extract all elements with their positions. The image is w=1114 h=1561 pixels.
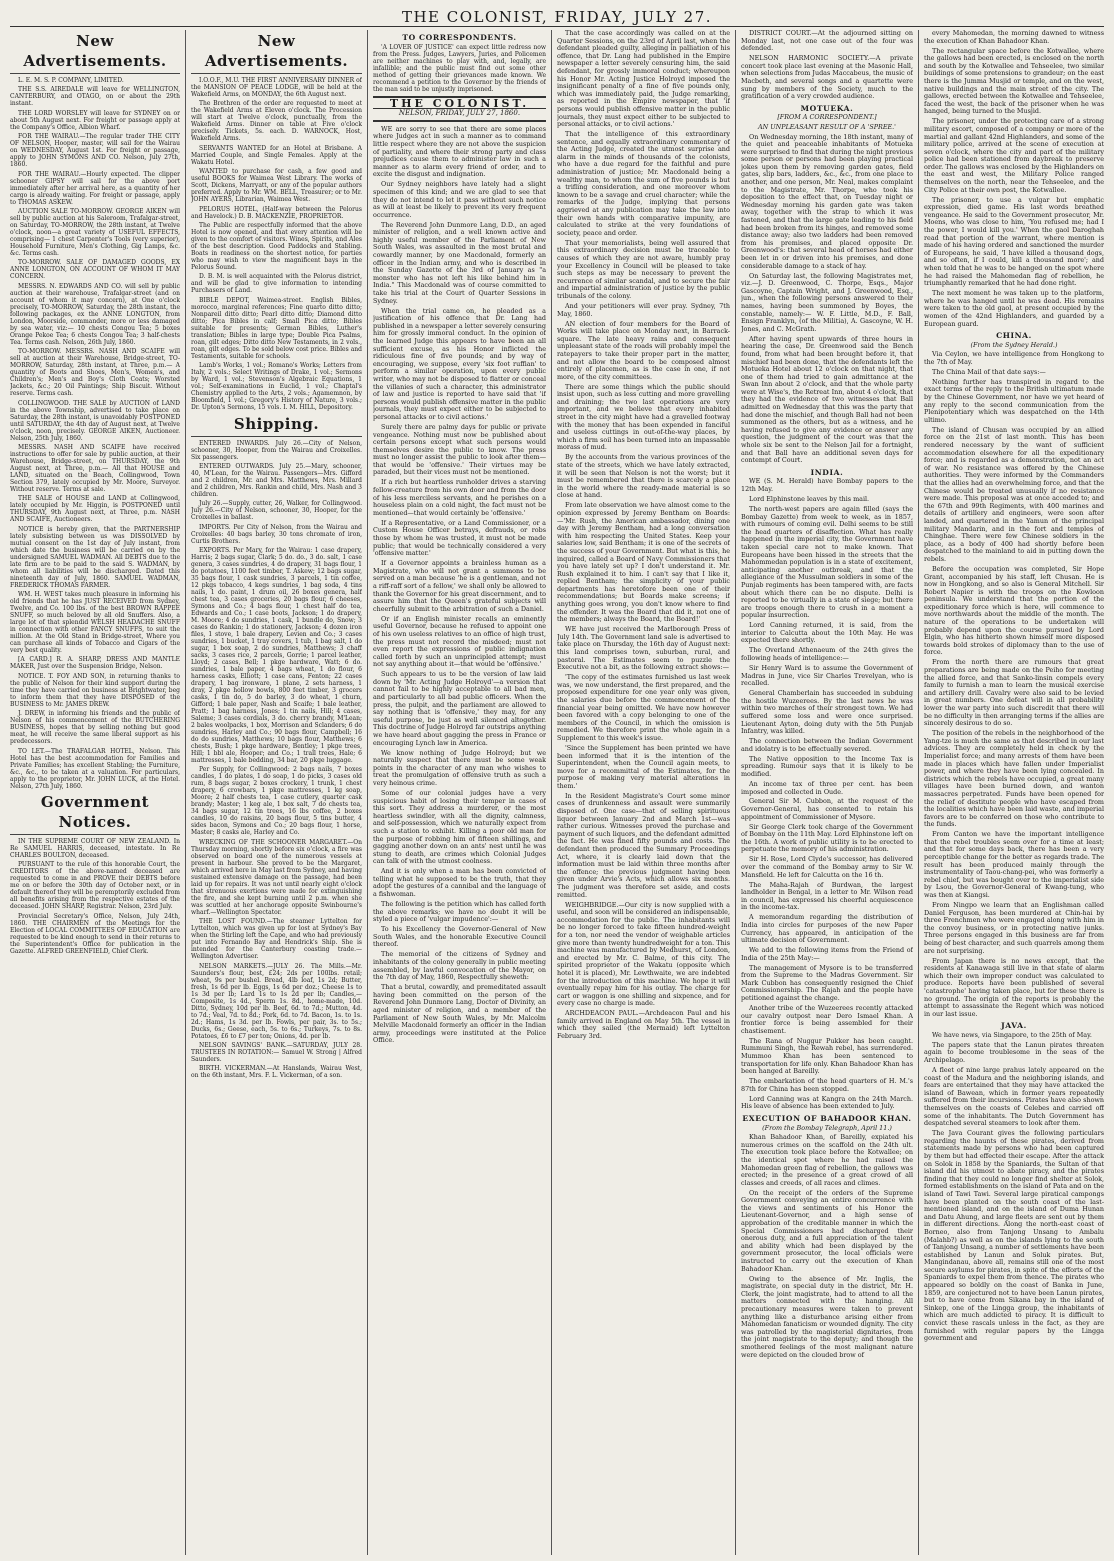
article-paragraph: 'Since the Supplement has been printed we have been informed that it is the intention of the Superintendent, when the Council again meets, to move for a recommittal of the Estimates, for the purpose of making very material alterations in them.' — [557, 743, 730, 790]
article-paragraph: The next moment he was taken up to the platform, where he was hanged until he was dead. His remains were taken to the old gaol, at present occupied by the women of the 42nd Highlanders, and guarded by a European guard. — [924, 289, 1104, 328]
article-paragraph: An income tax of three per cent. has been imposed and collected in Oude. — [741, 779, 913, 796]
article-paragraph: Sir Henry Ward is to assume the Government of Madras in June, vice Sir Charles Trevelyan, who is recalled. — [741, 664, 913, 688]
shipping-entry: July 26.—Supply, cutter, 26, Walker, for Collingwood. July 26.—City of Nelson, schooner, 30, Hooper, for the Croixelles in ballast. — [191, 500, 362, 522]
correspondents-note: 'A LOVER OF JUSTICE' can expect little redress now from the Press. Judges, Lawyers, Juries, and Policemen are neither machines to play with, and, legally, are infallible; and the public must find out some other method of getting their grievances made known. We recommend a petition to the Governor by the friends of the man said to be unjustly imprisoned. — [373, 43, 546, 93]
article-paragraph: Khan Bahadoor Khan, of Bareilly, expiated his numerous crimes on the scaffold on the 24th ult. The execution took place before the Kotwallee; on the identical spot where he had raised the Mahomedan green flag of rebellion, the gallows was erected; in the presence of a great crowd of all classes and creeds, of all races and climes. — [741, 1133, 913, 1187]
article-paragraph: Owing to the absence of Mr. Inglis, the magistrate, on special duty in the district, Mr. H. Clerk, the joint magistrate, had to attend to all the matters connected with the hanging. All precautionary measures were taken to prevent anything like a disturbance arising either from Mahomedan fanaticism or wounded dignity. The city was patrolled by the magisterial dignitaries, from the joint magistrate to the deputy; and though the smothered feelings of the most malignant nature were depicted on the clouded brow of — [741, 1274, 913, 1359]
article-paragraph: The management of Mysore is to be transferred from the Supreme to the Madras Government. Sir Mark Cubbon has consequently resigned the Chief Commissionership. The Rajah and the people have petitioned against the change. — [741, 963, 913, 1003]
editorial-paragraph: When the trial came on, he pleaded as a justification of his offence that Dr. Lang had published in a newspaper a letter severely censuring him for grossly immoral conduct. In the opinion of the learned Judge this appears to have been an all sufficient excuse, as his Honor inflicted the ridiculous fine of five pounds; and by way of encouraging, we suppose, every 'six foot ruffian' to perform a similar operation, upon every public writer, who may not be disposed to flatter or conceal the villanies of such a character, this administrator of law and justice is reported to have said that 'if persons would publish offensive matter in the public journals, they must expect either to be subjected to personal attacks or to civil actions.' — [373, 306, 546, 421]
shipping-entry: Per Supply, for Collingwood: 2 bags nails, 7 boxes candles, 1 do plates, 1 do soap, 1 do picks, 3 cases old rum, 8 bags sugar, 2 boxes crockery, 1 trunk, 1 chest drapery, 6 crowbars, 1 pkge mattresses, 1 kg soap, Moore; 2 half chests tea, 1 case cutlery, quarter cask brandy; Master; 1 keg ale, 1 box salt, 7 do chests tea, 34 bags sugar, 12 tin trees, 16 lbs coffee, 2 boxes candles, 10 do raisins, 20 bags flour, 5 tins butter, 4 sides bacon, Symons and Co.; 20 bags flour, 1 horse, Master; 8 casks ale, Harley and Co. — [191, 766, 362, 837]
article-paragraph: The Native opposition to the Income Tax is spreading. Rumour says that it is likely to be modified. — [741, 754, 913, 778]
notice: Provincial Secretary's Office, Nelson, July 24th, 1860. THE CHAIRMEN of the Meetings for the Election of LOCAL COMMITTEES OF EDUCATION are requested to be kind enough to send in their returns to the Superintendent's Office for publication in the Gazette. ALFRED GREENFIELD, Chief Clerk. — [10, 912, 180, 955]
article-heading: MOTUEKA. — [800, 103, 854, 113]
editorial-paragraph: The memorial of the citizens of Sydney and inhabitants of the colony generally in public meeting assembled, by lawful convocation of the Mayor, on the 7th day of May, 1860, Respectfully sheweth: — [373, 950, 546, 982]
article-subheading: AN UNPLEASANT RESULT OF A 'SPREE.' — [758, 122, 896, 131]
article-paragraph: A memorandum regarding the distribution of India into circles for purposes of the new Paper Currency, has appeared, in anticipation of the ultimate decision of Government. — [741, 913, 913, 945]
article-paragraph: The China Mail of that date says:— — [932, 367, 1046, 376]
editorial-paragraph: To his Excellency the Governor-General of New South Wales, and the honorable Executive Council thereof. — [373, 925, 546, 949]
advertisement: FOR THE WAIRAU.—Hourly expected. The clipper schooner GIPSY will sail for the above port immediately after her arrival here, as a quantity of her cargo is already waiting. For freight or passage, apply to THOMAS ASKEW. — [10, 170, 180, 206]
editorial-paragraph: The Reverend John Dunmore Lang, D.D., an aged minister of religion, and a well known active and highly useful member of the Parliament of New South Wales, was assaulted in the most brutal and cowardly manner, by one Macdonald, formerly an officer in the Indian army, and who is described in the Sunday Gazette of the 3rd of January as "a monster who has not left his like behind him in India." This Macdonald was of course committed to take his trial at the Court of Quarter Sessions in Sydney. — [373, 220, 546, 305]
column-4 — [557, 30, 730, 1555]
column-rule — [367, 30, 368, 1555]
editorial-paragraph: If a Governor appoints a brainless human as a Magistrate, who will not grant a summons to be served on a man because 'he is a gentleman, and not a riff-raff sort of a fellow,' we shall only be allowed to thank the Governor for his great discernment, and to assure him that the Queen's grateful subjects will cheerfully submit to the arbitration of such a Daniel. — [373, 559, 546, 613]
article-paragraph: From the north there are rumours that great preparations are being made on the Peiho for meeting the allied force, and that Sanko-linsin compels every family to furnish a man to learn the musical exercise and artillery drill. Cavalry were also said to be levied in great numbers. One defeat will in all probability lower the war party into such discredit that there will be no difficulty in then arranging terms if the allies are sincerely desirous to do so. — [924, 658, 1104, 728]
article-paragraph: Sir George Clerk took charge of the Government of Bombay on the 11th May. Lord Elphinstone left on the 16th. A work of public utility is to be erected to perpetuate the memory of his administration. — [741, 822, 913, 854]
section-heading: Shipping. — [191, 414, 362, 437]
advertisement: I.O.O.F., M.U. THE FIRST ANNIVERSARY DINNER of the MANSION OF PEACE LODGE, will be held at the Wakefield Arms, on MONDAY, the 6th August next. — [191, 77, 362, 98]
article-paragraph: On the receipt of the orders of the Supreme Government conveying an entire concurrence with the views and sentiments of his Honor the Lieutenant-Governor, and a high sense of approbation of the creditable manner in which the Special Commissioners had discharged their onerous duty, and a full appreciation of the talent and ability which had been displayed by the government prosecutor, the local officials were instructed to carry out the execution of Khan Bahadoor Khan. — [741, 1188, 913, 1273]
editorial-paragraph: That a brutal, cowardly, and premeditated assault having been committed on the person of the Reverend John Dunmore Lang, Doctor of Divinity, an aged minister of religion, and a member of the Parliament of New South Wales, by Mr. Malcolm Melville Macdonald formerly an officer in the Indian army, proceedings were instituted at the Police Office. — [373, 983, 546, 1045]
advertisement: SERVANTS WANTED for an Hotel at Brisbane. A Married Couple, and Single Females. Apply at the Wakatu Hotel. — [191, 144, 362, 166]
article-paragraph: The connection between the Indian Government and idolatry is to be effectually severed. — [741, 737, 913, 753]
correspondents-heading: TO CORRESPONDENTS. — [402, 33, 517, 42]
article-paragraph: General Sir M. Cubbon, at the request of the Governor-General, has consented to retain his appointment of Commissioner of Mysore. — [741, 797, 913, 821]
article-paragraph: The Maha-Rajah of Burdwan, the largest landholder in Bengal, in a letter to Mr. Wilson read in council, has expressed his cheerful acquiescence in the income-tax. — [741, 880, 913, 912]
article-paragraph: Lord Canning was at Kangra on the 24th March. His leave of absence has been extended to July. — [741, 1094, 913, 1111]
notice: IN THE SUPREME COURT OF NEW ZEALAND. In Re SAMUEL HARRIS, deceased, intestate. In Re CHARLES BOULTON, deceased. — [10, 838, 180, 860]
advertisement: D. B. M. is well acquainted with the Pelorus district, and will be glad to give information to intending Purchasers of Land. — [191, 273, 362, 295]
editorial-paragraph: The following is the petition which has called forth the above remarks; we have no doubt it will be styled a piece of 'vulgar impudence':— — [373, 900, 546, 924]
editorial-paragraph: Our Sydney neighbors have lately had a slight specimen of this kind; and we are glad to see that they do not intend to let it pass without such notice as will at least be likely to prevent its very frequent occurrence. — [373, 180, 546, 219]
article-paragraph: DISTRICT COURT.—At the adjourned sitting on Monday last, not one case out of the four was defended. — [741, 30, 913, 53]
article-paragraph: The embarkation of the head quarters of H. M.'s 87th for China has been stopped. — [741, 1077, 913, 1093]
article-paragraph: From Japan there is no news except, that the residents at Kanawaga still live in that state of alarm which their own improper conduct was calculated to produce. Reports have been published of several 'catastrophe' having taken place, but for these there is no ground. The origin of the reports is probably the attempt to assassinate the Regent which was noticed in our last issue. — [924, 956, 1104, 1018]
article-subheading: [FROM A CORRESPONDENT.] — [777, 113, 877, 122]
article-paragraph: Sir H. Rose, Lord Clyde's successor, has delivered over the command of the Bombay army to Sir W. Mansfield. He left for Calcutta on the 16 th. — [741, 855, 913, 879]
article-paragraph: The prisoner, under the protecting care of a strong military escort, composed of a company or more of the martial and gallant 42nd Highlanders, and some of the military police, arrived at the scene of execution at seven o'clock, where the city and part of the military police had been stationed from daybreak to preserve order. The gallows was enclosed by the Highlanders on the east and west, the Military Police ranged themselves on the north, near the Tehseelee, and the City Police at their own post, the Kotwallee. — [924, 117, 1104, 194]
advertisement: NOTICE. T. FOY AND SON, in returning thanks to the public of Nelson for their kind support during the time they have carried on business at Brightwater, beg to inform them that they have DISPOSED of the BUSINESS to Mr. JAMES DREW. — [10, 672, 180, 708]
article-paragraph: The north-west papers are again filled (says the Bombay Gazette) from week to week, as in 1857, with rumours of coming evil. Delhi seems to be still the head quarters of disaffection. What has really happened in the imperial city, the Government have taken special care not to make known. That Europeans have been hissed in the streets that the Mahommedan population is in a state of excitement, anticipating another outbreak, and that the allegiance of the Mussulman soldiers in some of the Punjab regiments has been tampered with, are facts about which there can be no dispute. Delhi is reported to be virtually in a state of siege; but there are troops enough there to crush in a moment a popular insurrection. — [741, 504, 913, 620]
editorial-paragraph: Some of our colonial judges have a very suspicious habit of losing their temper in cases of this sort. They address a murderer, or the most heartless swindler, with all the dignity, calmness, and self-possession, which we naturally expect from such a station to exhibit. Killing a poor old man for the purpose of robbing him of fifteen shillings, and gagging another down on an ants' nest until he was stung to death, are crimes which Colonial Judges can talk of with the utmost coolness. — [373, 788, 546, 866]
editorial-paragraph: If a Representative, or a Land Commissioner, or a Custom House Officer betrays, defrauds, or robs those by whom he was trusted, it must not be made public; that would be technically considered a very 'offensive matter.' — [373, 518, 546, 558]
editorial-paragraph: Or if an English minister recalls an eminently useful Governor, because he refused to appoint one of his own useless relatives to an office of high trust, the press must not record the misdeed; must not even report the expressions of public indignation called forth by such an unprincipled attempt; must not say anything about it—that would be 'offensive.' — [373, 614, 546, 669]
advertisement: [A CARD.] R. A. SHARP, DRESS AND MANTLE MAKER, Just over the Suspension Bridge, Nelson. — [10, 656, 180, 671]
article-paragraph: We add to the following items from the Friend of India of the 25th May:— — [741, 946, 913, 962]
article-paragraph: Another tribe of the Wuzeerees recently attacked our cavalry outpost near Dero Ismael Khan. A frontier force is being assembled for their chastisement. — [741, 1004, 913, 1035]
advertisement: NOTICE is hereby given, that the PARTNERSHIP lately subsisting between us was DISSOLVED by mutual consent on the 1st day of July instant, from which date the business will be carried on by the undersigned SAMUEL WADMAN. All DEBTS due to the late firm are to be paid to the said S. WADMAN, by whom all liabilities will be discharged. Dated this nineteenth day of July, 1860. SAMUEL WADMAN, FREDERICK THOMAS FARMER. — [10, 525, 180, 589]
advertisement: The Brethren of the order are requested to meet at the Wakefield Arms at Eleven o'clock. The Procession will start at Twelve o'clock, punctually, from the Wakefield Arms. Dinner on table at Five o'clock precisely. Tickets, 5s. each. D. WARNOCK, Host, Wakefield Arms. — [191, 100, 362, 143]
article-paragraph: And your petitioners will ever pray. Sydney, 7th May, 1860. — [557, 301, 730, 318]
birth-notice: BIRTH. VICKERMAN.—At Hanslands, Wairau West, on the 6th instant, Mrs. F. L. Vickerman, of a son. — [191, 1065, 362, 1080]
advertisement: The Public are respectfully informed that the above Hotel is now opened, and that every attention will be given to the comfort of visitors. Wines, Spirits, and Ales of the best description. Good Paddocks and Stabling. Boats in readiness on the shortest notice, for parties who may wish to view the magnificent bays in the Pelorus Sound. — [191, 221, 362, 271]
article-paragraph: NELSON HARMONIC SOCIETY.—A private concert took place last evening at the Masonic Hall, when selections from Judas Maccabeus, the music of Macbeth, and several songs and a quartette were sung by members of the Society, much to the gratification of a very crowded audience. — [741, 54, 913, 101]
editorial-masthead: THE COLONIST. — [373, 96, 546, 110]
shipping-entry: IMPORTS. Per City of Nelson, from the Wairau and Croixelles: 40 bags barley, 30 tons chromate of iron, Curtis Brothers. — [191, 523, 362, 545]
column-6 — [924, 30, 1104, 1555]
article-paragraph: We have news, via Singapore, to the 25th of May. — [932, 1030, 1092, 1039]
advertisement-list — [10, 77, 180, 790]
article-heading: EXECUTION OF BAHADOOR KHAN. — [742, 1113, 912, 1123]
article-paragraph: After having spent upwards of three hours in hearing the case, Dr. Greenwood said the Bench found, from what had been brought before it, that mischief had been done, that the defendants left the Motueka Hotel about 12 o'clock on that night, that one of them had tried to gain admittance at the Swan Inn about 2 o'clock, and that the whole party were at Wise's, the Retreat Inn, about 4 o'clock, that they had the evidence of two witnesses that Ball admitted on Wednesday that this was the party that had done the mischief, and though Ball had not been summoned as the others, but as a witness, and he having refused to give any evidence or answer any question, the judgment of the court was that the whole six be sent to the Nelson Jail for a fortnight, and that Ball have an additional seven days for contempt of Court. — [741, 334, 913, 465]
shipping-entry: EXPORTS. Per Mary, for the Wairau: 1 case drapery, Harris; 2 bags sugar, Clark; 5 do. do., 3 do. salt, 1 case genera, 3 cases sundries, 4 do drapery, 31 bags flour, 1 do potatoes, 1100 feet timber, T. Askew; 12 bags sugar, 35 bags flour, 1 cask sundries, 3 parcels, 1 tin coffee, 12 pkgs tobacco, 4 kegs sundries, 1 bag soda, 4 tins nails, 1 do. paint, 1 drum oil, 26 boxes genera, half chest tea, 3 cases groceries, 20 bags flour, 6 cheeses, Symons and Co.; 4 bags flour, 1 chest half do tea, Edwards and Co.; 1 case boots, Jackson; 1 do drapery, M. Moore; 4 do sundries, 1 cask, 1 bundle do, Snow; 3 cases do Rankin; 1 do stationery, Jackson; 4 dozen iron files, 1 stove, 1 bale drapery, Levien and Co.; 3 cases sundries, 1 bucket, 1 tray covers, 1 tub, 1 bag salt, 1 do sugar, 1 box soap, 2 do sundries, Matthews; 3 chaff sacks, 3 cases rice, 2 parcels, Gorrie; 1 parcel leather, Lloyd; 2 cases, Bell; 1 pkge hardware, Watt; 6 do. sundries, 1 bale paper, 4 bags wheat, 1 do flour, 6 harness casks, Elliott; 1 case cans, Fenton; 22 cases drapery, 1 bag ironware, 1 plane, 2 sets harness, 1 dray, 2 pkge hollow bowls, 800 feet timber, 3 grocers casks, 1 tin do, 5 do barley, 3 do wheat, 1 churn, Gifford; 1 bale paper, Nash and Scaife; 1 bale leather, Pratt; 1 bag harness, Jones; 1 tin nails, Hill; 4 cases, Saleme; 3 cases cordials, 3 do. cherry brandy, M'Lean; 2 bales woolpacks, 1 box, Morrison and Sclanders; 6 do sundries, Harley and Co.; 90 bags flour, Campbell; 16 do do sundries, Matthews; 10 bags flour, Matthews; 6 chests, Bush; 1 pkge hardware, Bentley; 1 pkge trees, Hill; 1 bbl ale, Hooper; and Co.; 1 trall trees, Hale; 6 mattresses, 1 bale bedding, 34 bar, 20 pkge luggage. — [191, 547, 362, 765]
advertisement: FOR THE WAIRAU.—The regular trader THE CITY OF NELSON, Hooper, master, will sail for the Wairau on WEDNESDAY, August 1st. For freight or passage, apply to JOHN SYMONS AND CO. Nelson, July 27th, 1860. — [10, 133, 180, 169]
article-paragraph: WE (S. M. Herald) have Bombay papers to the 12th May. — [741, 477, 913, 494]
article-heading: JAVA. — [1001, 1021, 1027, 1031]
editorial-paragraph: And it is only when a man has been convicted of telling what he supposed to be the truth, that they adopt the gestures of a cannibal and the language of a fishwoman. — [373, 867, 546, 899]
editorial-paragraph: Surely there are palmy days for public or private vengeance. Nothing must now be published about certain persons except what such persons would themselves desire the public to know. The press must no longer assist the public to look after them—that would be 'offensive.' Their virtues may be paraded, but their vices must not be mentioned. — [373, 422, 546, 477]
advertisement: TO-MORROW. SALE OF DAMAGED GOODS, EX ANNE LONGTON, ON ACCOUNT OF WHOM IT MAY CONCERN. — [10, 259, 180, 281]
advertisement: THE LORD WORSLEY will leave for SYDNEY on or about 5th August next. For freight or passage apply at the Company's Office, Albion Wharf. — [10, 109, 180, 131]
column-3 — [373, 30, 546, 1555]
editorial-dateline: NELSON, FRIDAY, JULY 27, 1860. — [373, 109, 546, 122]
shipping-entry: ENTERED INWARDS. July 26.—City of Nelson, schooner, 30, Hooper, from the Wairau and Croixelles. Six passengers. — [191, 439, 362, 461]
article-paragraph: From Canton we have the important intelligence that the rebel troubles seem over for a time at least; and that for some days back, there has been a very perceptible change for the better as regards trade. The result has been produced mainly through the instrumentality of Taou-chang-pei, who was formerly a rebel chief, but was bought over to the imperialist side by Lsou, the Governor-General of Kwang-tung, who was then at Kiangsi. — [924, 830, 1104, 900]
article-subheading: (From the Sydney Herald.) — [970, 340, 1058, 349]
article-paragraph: A fleet of nine large prahus lately appeared on the coast of the Madura and the neighboring islands, and fears are entertained that they may have attacked the island of Bawean, which in former years repeatedly suffered from their incursions. Pirates have also shown themselves on the coasts of Celebes and carried off some of the inhabitants. The Dutch Government has despatched several steamers to look after them. — [924, 1066, 1104, 1128]
article-paragraph: From Ningpo we learn that an Englishman called Daniel Ferguson, has been murdered at Chin-hai by three Frenchmen who were engaged along with him in the convoy business, or in protecting native junks. Three persons engaged in this business are far from being of best character, and such quarrels among them are not surprising. — [924, 901, 1104, 955]
column-5 — [741, 30, 913, 1555]
news-item: THE LOST FOUND.—The steamer Lyttelton for Lyttelton, which was given up for lost at Sydney's Bay when the Stirling left the Cape, and who had previously put into Fernando Bay and Hendrick's Ship. She is intended for the Canterbury coasting trade.—Wellington Advertiser. — [191, 918, 362, 961]
header-rule — [10, 26, 1104, 27]
editorial-paragraph: We know nothing of Judge Holroyd; but we naturally suspect that there must be some weak points in the character of any man who wishes to treat the promulgation of offensive truth as such a very heinous crime. — [373, 748, 546, 787]
article-paragraph: That the case accordingly was called on at the Quarter Sessions, on the 23rd of April last, when the defendant pleaded guilty, alleging in palliation of his offence, that Dr. Lang had published in the Empire newspaper a letter severely censuring him, the said defendant, for grossly immoral conduct; whereupon his Honor Mr. Acting Justice Holroyd imposed the insignificant penalty of a fine of five pounds only, which was immediately paid, the Judge remarking, as reported in the Empire newspaper, that 'if persons would publish offensive matter in the public journals, they must expect either to be subjected to personal attacks, or to civil actions.' — [557, 30, 730, 129]
article-paragraph: General Chamberlain has succeeded in subduing the hostile Wuzeerees. By the last news he was within two marches of their strongest town. We had suffered some loss and were once surprised. Lieutenant Ayton, doing duty with the 5th Punjab Infantry, was killed. — [741, 689, 913, 736]
article-paragraph: On Saturday last, the following Magistrates met, viz.—J. D. Greenwood, C. Thorpe, Esqs., Major Gascoyne, Captain Wright, and J. Greenwood, Esq., jun., when the following persons answered to their names, having been summoned by Boyes, the constable, namely:— W. F. Little, M.D., F. Ball, Ensign Franklyn, (of the Militia), A. Gascoyne, W. H. Jones, and C. McGrath. — [741, 271, 913, 333]
article-paragraph: In the Resident Magistrate's Court some minor cases of drunkenness and assault were summarily disposed of. One case—that of selling spirituous liquor between January 2nd and March 1st—was rather curious. Witnesses proved the purchase and payment of such liquors, and the defendant admitted the fact. He was fined fifty pounds and costs. The defendant then produced the Summary Proceedings Act, where, it is clearly laid down that the information must be laid within three months after the offence; the previous judgment having been given under Arvie's Acts, which allows six months. The judgment was therefore set aside, and costs remitted. — [557, 791, 730, 899]
article-paragraph: Before the occupation was completed, Sir Hope Grant, accompanied by his staff, left Chusan. He is now in Hongkong, and so also is General Mitchell. Sir Robert Napier is with the troops on the Kowloon peninsula. We understand that the portion of the expeditionary force which is here, will commence to move northwards about the middle of the month. The nature of the operations to be undertaken will probably depend upon the course pursued by Lord Elgin, who has hitherto shown himself more disposed towards bold strokes of diplomacy than to the use of force. — [924, 564, 1104, 657]
column-rule — [918, 30, 919, 1555]
article-paragraph: The position of the rebels in the neighborhood of the Yang-tze is much the same as that described in our last advices. They are completely held in check by the Imperialist force; and many arrests of them have been made in places which have fallen under Imperialist power, and where they have been lying concealed. In districts which the rebels have occupied, a great many villages have been burned down, and wanton massacres perpetrated. Funds have been opened for the relief of destitute people who have escaped from the localities which have been laid waste, and imperial favors are to be conferred on those who contribute to the funds. — [924, 729, 1104, 829]
shipping-entry: ENTERED OUTWARDS. July 25.—Mary, schooner, 40, M'Lean, for the Wairau. Passengers—Mrs. Gifford and 2 children, Mr. and Mrs. Matthews, Mrs. Millard and 2 children, Mrs. Rankin and child, Mrs. Nash and 3 children. — [191, 462, 362, 498]
advertisement: MESSRS. NASH AND SCAIFE have received instructions to offer for sale by public auction, at their Warehouse, Bridge-street, on THURSDAY, the 9th August next, at Three, p.m.— All that HOUSE and LAND, situated on the Beach, Collingwood, Town Section 379, lately occupied by Mr. Moore, Surveyor. Without reserve. Terms at sale. — [10, 443, 180, 493]
article-heading: CHINA. — [996, 331, 1032, 341]
article-heading: INDIA. — [810, 467, 844, 477]
column-1 — [10, 30, 180, 1555]
article-paragraph: That the intelligence of this extraordinary sentence, and equally extraordinary commentary of the Acting Judge, created the utmost surprise and alarm in the minds of thousands of the colonists, who have a due regard for the faithful and pure administration of justice; Mr. Macdonald being a wealthy man, to whom the sum of five pounds is but a trifling consideration, and one moreover whom known to be a savage and cruel character; while the remarks of the Judge, implying that persons aggrieved at any publication may take the law into their own hands with comparative impunity, are calculated to strike at the very foundations of society, peace and order. — [557, 130, 730, 237]
advertisement: BIBLE DEPOT, Waimea-street. English Bibles, morocco, marginal references; Fine quarto ditto ditto; Nonpareil ditto ditto; Pearl ditto ditto; Diamond ditto ditto; Pica Bibles in calf; Small Pica ditto; Bibles suitable for presents; German Bibles, Luther's translation; Bibles in large type; Double Pica Psalms, roan, gilt edges; Ditto ditto New Testaments, in 2 vols., roan, gilt edges. To be sold below cost price. Bibles and Testaments, suitable for schools. — [191, 296, 362, 360]
article-paragraph: By the accounts from the various provinces of the state of the streets, which we have lately extracted, it will be seen that Nelson is not the worst; but it must be remembered that there is scarcely a place in the world where the ready-made material is so close at hand. — [557, 453, 730, 500]
editorial-paragraph: WE are sorry to see that there are some places where Judges act in such a manner as to command little respect where they are not above the suspicion of partiality, and where their strong party and class prejudices cause them to administer law in such a manner as to alarm every friend of order, and to excite the disgust and indignation. — [373, 124, 546, 179]
article-paragraph: There are some things which the public should insist upon, such as less cutting and more gravelling and draining; the two last operations are very important, and we believe that every inhabited street in the city might have had a gravelled footway with the money that has been expended in fanciful and useless cuttings in out-of-the-way places, by which a firm soil has been turned into an impassable morass of mud. — [557, 382, 730, 452]
section-heading: New Advertisements. — [10, 31, 180, 74]
article-paragraph: AN election of four members for the Board of Works will take place on Monday next, in Barrack-square. The late heavy rains and consequent unpleasant state of the roads will probably impel the ratepayers to take their proper part in the matter, and not allow the board to be composed almost entirely of placemen, as is the case in one, if not more, of the city committees. — [557, 319, 730, 381]
article-paragraph: On Wednesday morning, the 18th instant, many of the quiet and peaceable inhabitants of Motueka were surprised to find that during the night previous some person or persons had been playing practical jokes upon them by removing garden gates, field gates, slip bars, ladders, &c., &c., from one place to another, and one person, Mr. Neal, makes complaint to the Magistrate, Mr. Thorpe, who took his deposition to the effect that, on Tuesday night or Wednesday morning his garden gate was taken away, together with the strap to which it was fastened, and that the large gate leading to his field had been broken from its hinges, and removed some distance away; also two ladders had been removed from his premises, and placed opposite Dr. Greenwood's: that several head of horses had either been let in or driven into his premises, and done considerable damage to a stack of hay. — [741, 132, 913, 270]
advertisement: THE SALE of HOUSE and LAND at Collingwood, lately occupied by Mr. Higgin, is POSTPONED until THURSDAY, 9th August next, at Three, p.m. NASH AND SCAIFE, Auctioneers. — [10, 495, 180, 524]
article-paragraph: The island of Chusan was occupied by an allied force on the 21st of last month. This has been rendered necessary by the want of sufficient accommodation elsewhere for all the expeditionary force; and is regarded as a demonstration, not an act of war. No resistance was offered by the Chinese authorities. They were informed by the Commanders that the allies had an overwhelming force, and that the Chinese would be treated unusually if no resistance were made. This proposal was at once acceded to; and the 67th and 99th Regiments, with 400 marines and details of artillery and engineers, were soon after landed, and quartered in the Yamun of the principal military Mandarin, and in the fort and temples of Chinghae. There were few Chinese soldiers in the place, as a body of 400 had shortly before been despatched to the mainland to aid in putting down the rebels. — [924, 425, 1104, 563]
advertisement: L. E. M. S. P. COMPANY, LIMITED. — [18, 77, 124, 84]
advertisement: J. DREW, in informing his friends and the public of Nelson of his commencement of the BUTCHERING BUSINESS, hopes that by selling nothing but good meat, he will receive the same liberal support as his predecessors. — [10, 710, 180, 746]
article-paragraph: From late observation we have almost come to the opinion expressed by Jeremy Bentham on Boards:—'Mr. Rush, the American ambassador, dining one day with Jeremy Bentham, had a long conversation with him respecting the United States. Keep your salaries low, said Bentham; it is one of the secrets of the success of your Government. But what is this, he inquired, called a Board of Navy Commissioners that you have lately set up? I don't understand it. Mr. Rush explained it to him. I can't say that I like it, replied Bentham; the simplicity of your public departments has heretofore been one of their recommendations; but Boards make screens; if anything goes wrong, you don't know where to find the offender. It was the Board that did it, not one of the members; always the Board, the Board!' — [557, 501, 730, 624]
advertisement: WM. H. WEST takes much pleasure in informing his old friends that he has JUST RECEIVED from Sydney, Twelve, and Co. 100 lbs. of the best BROWN RAPPEE SNUFF, so much beloved by all old Snuffers. Also, a large lot of that splendid WELSH HEADACHE SNUFF in connection with other FANCY SNUFFS, to suit the million. At the Old Stand in Bridge-street, Where you can purchase all kinds of Tobacco and Cigars of the very best quality. — [10, 591, 180, 655]
section-heading: New Advertisements. — [191, 31, 362, 74]
advertisement: TO-MORROW. MESSRS. NASH AND SCAIFE will sell at auction at their Warehouse, Bridge-street, TO-MORROW, Saturday, 28th instant, at Three, p.m.— A quantity of Boots and Shoes, Men's, Women's, and Children's; Men's and Boy's Cloth Coats; Worsted Jackets, &c.; 20 Oil Paintings; Ship Biscuit. Without reserve. Terms cash. — [10, 348, 180, 398]
article-paragraph: Via Ceylon, we have intelligence from Hongkong to the 7th of May. — [924, 350, 1104, 366]
column-rule — [185, 30, 186, 1555]
advertisement: THE S.S. AIREDALE will leave for WELLINGTON, CANTERBURY, and OTAGO, on or about the 29th instant. — [10, 86, 180, 108]
article-paragraph: Lord Canning returned, it is said, from the interior to Calcutta about the 10th May. He was expected there shortly. — [741, 621, 913, 645]
page-header: THE COLONIST, FRIDAY, JULY 27. — [401, 8, 713, 26]
article-paragraph: The papers state that the Lanun pirates threaten again to become troublesome in the seas of the Archipelago. — [924, 1040, 1104, 1065]
article-paragraph: every Mahomedan, the morning dawned to witness the execution of Khan Bahadoor Khan. — [924, 30, 1104, 45]
advertisement: COLLINGWOOD. THE SALE by AUCTION of LAND in the above Township, advertised to take place on Saturday, the 28th instant, is unavoidably POSTPONED until SATURDAY, the 4th day of August next, at Twelve o'clock, noon, precisely. GEORGE AIKEN, Auctioneer. Nelson, 25th July, 1860. — [10, 399, 180, 442]
article-paragraph: The Rana of Nuggur Pukker has been caught. Rummuni Singh, the Rewah rebel, has surrendered. Mummoo Khan has been sentenced to transportation for life only. Khan Bahadoor Khan has been hanged at Bareilly. — [741, 1036, 913, 1076]
column-2 — [191, 30, 362, 1555]
advertisement: AUCTION SALE TO-MORROW. GEORGE AIKEN will sell by public auction at his Saleroom, Trafalgar-street, on Saturday, TO-MORROW, the 28th instant, at Twelve o'clock, noon—a great variety of USEFUL EFFECTS, comprising— 1 chest Carpenter's Tools (very superior), Household Furniture, Men's Clothing, Gig Lamps, &c. &c. Terms cash. — [10, 207, 180, 257]
advertisement: TO LET.—The TRAFALGAR HOTEL, Nelson. This Hotel has the best accommodation for Families and Private Families; has excellent Stabling; the Furniture, &c., &c., to be taken at a valuation. For particulars, apply to the proprietor, Mr. JOHN LUCK, at the Hotel. Nelson, 27th July, 1860. — [10, 747, 180, 790]
market-report: NELSON MARKETS.—JULY 26. The Mills.—Mr. Saunders's flour, best, £24; 2ds per 100lbs. retail; wheat, 9s per bushel. Bread, 4lb loaf, 1s 2d; Butter, fresh, 1s 6d per lb. Eggs, 1s 6d per doz.; Cheese 1s to 1s 3d per lb; Lard 1s to 1s 2d per lb; Candles,—Composite, 1s 4d., Sperm 1s. 8d., home-made, 10d. Ditto, Sydney, 10d per lb. Beef, 6d. to 7d.; Mutton, 4d. to 7d.; Veal, 7d. to 8d.; Pork, 6d. to 7d. Bacon, 1s. to 1s. 2d.; Hams, 1s 3d. per lb. Fowls, per pair, 3s. to 5s.; Ducks, 6s.; Geese, each, 5s. to 6s.; Turkeys, 7s. to 8s. Potatoes, £6 to £7 per ton; Onions, 4d. per lb. — [191, 962, 362, 1040]
article-paragraph: WEIGHBRIDGE.—Our city is now supplied with a useful, and soon will be considered an indispensable, accommodation for the public. The inhabitants will be no longer forced to take fifteen hundred-weight for a ton, nor need the vendor of weighable articles give more than twenty hundredweight for a ton. This machine was manufactured by Medhurst, of London, and erected by Mr. C. Balme, of this city. The spirited proprietor of the Wakatu (opposite which hotel it is placed), Mr. Lewthwaite, we are indebted for the introduction of this machine. We hope it will eventually repay him for his outlay. The charge for cart or waggon is one shilling and sixpence, and for every case no charge is made. — [557, 900, 730, 1008]
article-paragraph: WE have just received the Marlborough Press of July 14th. The Government land sale is advertised to take place on Thursday, the 16th day of August next: this land comprises town, suburban, rural, and pastoral. The Estimates seem to puzzle the Executive not a bit, as the following extract shows:— — [557, 625, 730, 672]
article-paragraph: Nothing further has transpired in regard to the exact terms of the reply to the British ultimatum made by the Chinese Government, nor have we yet heard of any reply to the second communication from the Plenipotentiary which was despatched on the 14th ultimo. — [924, 377, 1104, 424]
news-item: WRECKING OF THE SCHOONER MARGARET.—On Thursday morning, shortly before six o'clock, a fire was observed on board one of the numerous vessels at present in harbour. She proved to be the Margaret, which arrived here in May last from Sydney, and having sustained extensive damage on the passage, had been laid up for repairs. It was not until nearly eight o'clock that strenuous exertions were made for extinguishing the fire, and she kept burning until 2 p.m. when she was scuttled at her anchorage opposite Swinbourne's wharf.—Wellington Spectator. — [191, 838, 362, 916]
advertisement: Lamb's Works, 1 vol.; Romano's Works; Letters from Italy, 2 vols.; Select Writings of Drake, 1 vol.; Sermons by Ward, 1 vol.; Stevenson's Algebraic Equations, 1 vol.; Self-examinations in Euclid, 1 vol.; Chaptal's Chemistry applied to the Arts, 2 vols.; Agamemnon, by Bloomfield, 1 vol.; Gregory's History of Nature, 3 vols.; Dr. Upton's Sermons, 15 vols. I. M. HILL, Depository. — [191, 362, 362, 412]
column-rule — [735, 30, 736, 1555]
advertisement: PELORUS HOTEL, (Half-way between the Pelorus and Havelock.) D. B. MACKENZIE, PROPRIETOR. — [191, 205, 362, 220]
advertisement: WANTED to purchase for cash, a few good and useful BOOKS for Waimea West Library. The works of Scott, Dickens, Marryatt, or any of the popular authors preferred. Apply to Mr. WM. BELL, Treasurer; or to Mr. JOHN AYERS, Librarian, Waimea West. — [191, 168, 362, 204]
article-paragraph: Lord Elphinstone leaves by this mail. — [749, 495, 870, 503]
article-paragraph: The prisoner, to use a vulgar but emphatic expression, died game. His last words breathed vengeance. He said to the Government prosecutor, Mr. Moens, who was close to him, 'You refused me; had I the power, I would kill you.' When the gaol Daroghah read that portion of the warrant, where mention is made of his having ordered and sanctioned the murder of Europeans, he said, 'I have killed a thousand dogs, and so often, if I could, kill a thousand more'; and when told that he was to be hanged on the spot where he had raised the Mahomedan flag of rebellion, he triumphantly remarked that he had done right. — [924, 195, 1104, 288]
notice: PURSUANT to the rule of this honorable Court, the CREDITORS of the above-named deceased are requested to come in and PROVE their DEBTS before me on or before the 30th day of October next, or in default thereof they will be peremptorily excluded from all benefits arising from the respective estates of the deceased. JOHN SHARP, Registrar. Nelson, 23rd July. — [10, 861, 180, 911]
article-subheading: (From the Bombay Telegraph, April 11.) — [762, 1123, 892, 1132]
editorial-paragraph: Such appears to us to be the version of law laid down by 'Mr. Acting Judge Holroyd'—a version that cannot fail to be highly acceptable to all bad men, and particularly to all bad public officers. When the press, the pulpit, and the parliament are allowed to say nothing that is 'offensive,' they may, for any useful purpose, be just as well silenced altogether. This doctrine of Judge Holroyd far outstrips anything we have heard about gagging the press in France or encouraging Lynch law in America. — [373, 670, 546, 747]
section-heading: Government Notices. — [10, 792, 180, 835]
article-paragraph: ARCHDEACON PAUL.—Archdeacon Paul and his family arrived in England on May 5th. The vessel in which they sailed (the Mermaid) left Lyttelton February 3rd. — [557, 1009, 730, 1041]
column-rule — [551, 30, 552, 1555]
editorial-paragraph: If a rich but heartless runholder drives a starving fellow-creature from his own door and from the door of his less merciless servants, and he perishes on a houseless plain on a cold night, the fact must not be mentioned—that would certainly be 'offensive.' — [373, 478, 546, 517]
advertisement: MESSRS. N. EDWARDS AND CO. will sell by public auction at their warehouse, Trafalgar-street (and on account of whom it may concern), at One o'clock precisely, TO-MORROW, Saturday, the 28th instant, the following packages, ex the ANNE LONGTON, from London, Moorside, commander, more or less damaged by sea water, viz:— 10 chests Congou Tea; 5 boxes Orange Pekoe Tea; 6 chests Congou Tea; 3 half-chests Tea. Terms cash. Nelson, 26th July, 1860. — [10, 282, 180, 346]
article-paragraph: The Java Courant gives the following particulars regarding the haunts of these pirates, derived from statements made by persons who had been captured by them but had effected their escape. After the attack on Solok in 1858 by the Spaniards, the Sultan of that island did his utmost to abate piracy, and the pirates finding that they could no longer find shelter at Solok, formed establishments on the island of Pata and on the island of Tawi Tawi. Several large piratical campongs have been planted on the south coast of the last-mentioned island, and on the island of Duma Hunan and Datu Ahung, and large fleets are sent out by them in different directions. Along the north-east coast of Borneo, also from Tanjong Unsang to Ambalu (Malahb?) as well as on the islands lying to the south of Tanjong Unsang, a number of settlements have been established by Lanun and Soluk pirates. But, Mangindanau, above all, remains still one of the most secure asylums for pirates, in spite of the efforts of the Spaniards to expel them from thence. The pirates who appeared so boldly on the coast of Banka in June, 1859, are conjectured not to have been Lanun pirates, but to have come from Sikana bay in the island of Sinkep, one of the Lingga group, the inhabitants of which are much addicted to piracy. It is difficult to convict these rascals unless in the fact, as they are furnished with regular papers by the Lingga government and — [924, 1129, 1104, 1343]
article-paragraph: That your memorialists, being well assured that this extraordinary decision must be traceable to causes of which they are not aware, humbly pray your Excellency in Council will be pleased to take such steps as may be necessary to prevent the recurrence of similar scandal, and to secure the fair and impartial administration of justice by the public tribunals of the colony. — [557, 238, 730, 300]
bank-notice: NELSON SAVINGS' BANK.—SATURDAY, JULY 28. TRUSTEES IN ROTATION:— Samuel W. Strong | Alfred Saunders. — [191, 1042, 362, 1064]
article-paragraph: 'The copy of the estimates furnished us last week was, we now understand, the first prepared, and the proposed expenditure for one year only was given, the salaries due before the commencement of the financial year being omitted. We have now however been favored with a copy belonging to one of the members of the Council, in which the omission is remedied. We therefore print the whole again in a Supplement to this week's issue. — [557, 673, 730, 742]
article-paragraph: The rectangular space before the Kotwallee, where the gallows had been erected, is enclosed on the north and south by the Kotwallee and Tehseelee, two similar buildings of some pretensions to grandeur; on the east there is the Jumma Musjid or temple, and on the west, native buildings and the main street of the city. The gallows, erected between the Kotwallee and Tehseelee, faced the west, the back of the prisoner when he was hanged, being turned to the Musjid. — [924, 46, 1104, 116]
article-paragraph: The Overland Athenaeum of the 24th gives the following heads of intelligence:— — [741, 646, 913, 663]
